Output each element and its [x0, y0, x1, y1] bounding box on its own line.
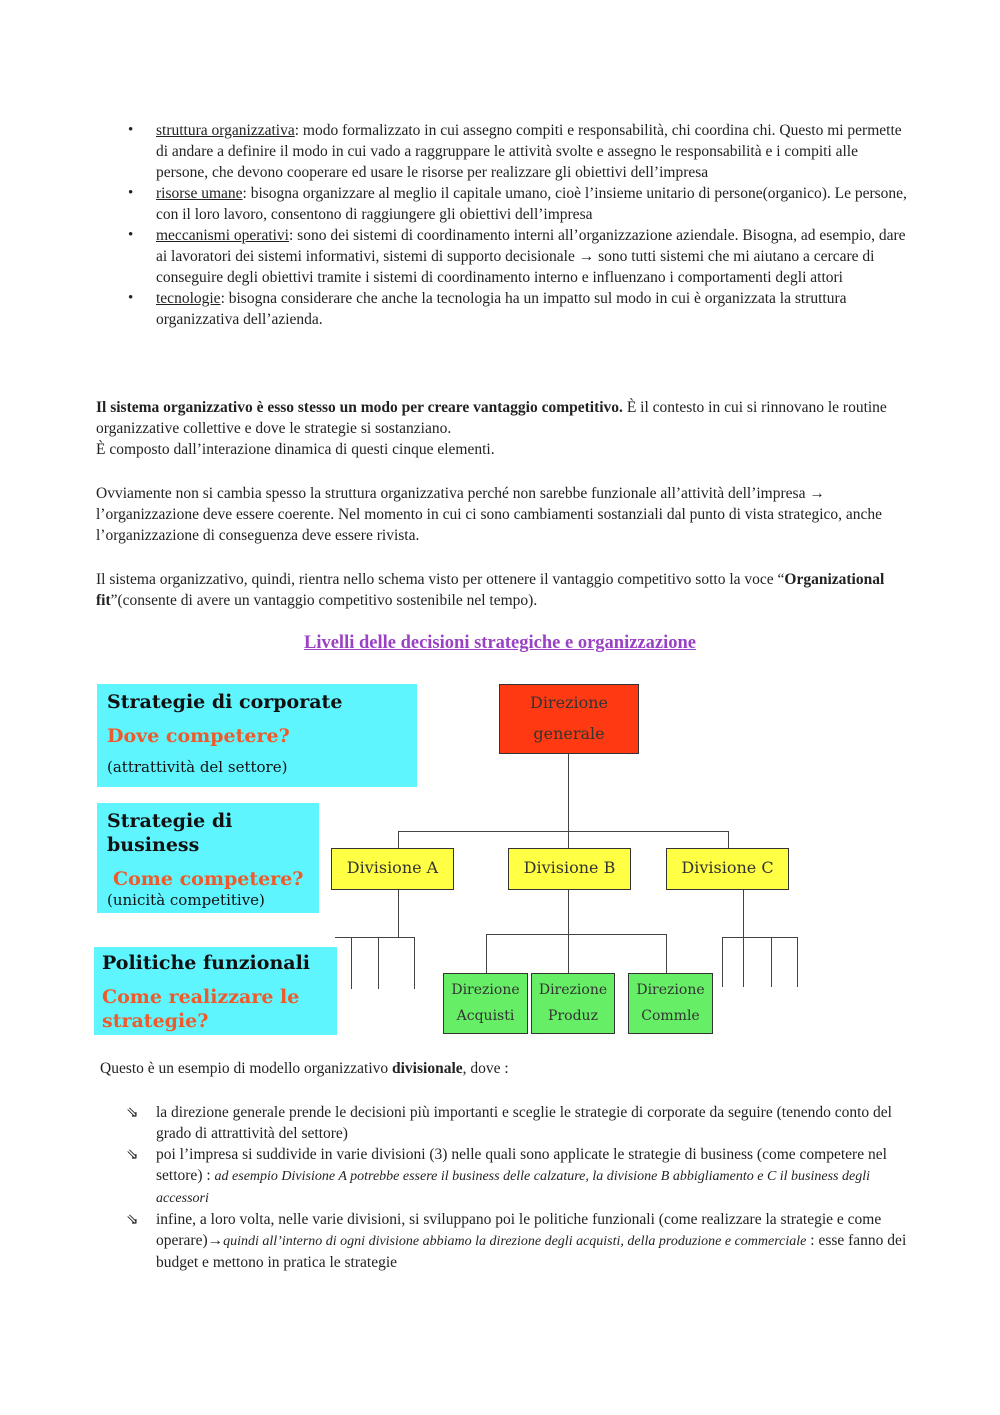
connector-line: [743, 937, 744, 987]
explanation-list: [96, 1102, 911, 1273]
paragraph-text: ”(consente di avere un vantaggio competitivo sostenibile nel tempo).: [110, 592, 538, 609]
list-item: [96, 1144, 911, 1209]
term: meccanismi operativi: [156, 227, 289, 244]
paragraph-ovviamente: Ovviamente non si cambia spesso la struttura organizzativa perché non sarebbe funzionale all’attività dell’impresa → l’organizzazione deve essere coerente. Nel momento in cui ci sono cambiamenti sostanziali dal punto di vista strategico, anche l’organizzazione di conseguenza deve essere rivista.: [96, 485, 883, 544]
paragraph-text: Questo è un esempio di modello organizzativo: [100, 1060, 392, 1077]
general-management-box: [499, 684, 639, 754]
box-label: Direzione: [529, 693, 608, 712]
connector-line: [398, 831, 729, 832]
bullet-icon: •: [128, 122, 134, 138]
corporate-strategy-panel: [97, 684, 417, 787]
panel-heading: Strategie di corporate: [107, 691, 343, 713]
list-item: [96, 120, 911, 183]
arrow-icon: ⇘: [126, 1145, 139, 1163]
bold-text: Organizational fit: [96, 571, 885, 609]
box-label: Direzione: [538, 982, 608, 998]
connector-line: [722, 937, 723, 987]
connector-line: [414, 937, 415, 989]
production-box: [531, 973, 615, 1034]
bullet-icon: •: [128, 227, 134, 243]
panel-question: Come realizzare le: [102, 986, 300, 1008]
item-text: : bisogna organizzare al meglio il capitale umano, cioè l’insieme unitario di persone(organico). Le persone, con il loro lavoro, consentono di raggiungere gli obiettivi dell’impresa: [156, 185, 907, 223]
box-label: Direzione: [451, 982, 520, 998]
business-strategy-panel: [97, 803, 319, 913]
item-text: infine, a loro volta, nelle varie divisioni, si sviluppano poi le politiche funzionali (come realizzare la strategie e come operare)→: [156, 1211, 882, 1249]
panel-note: (unicità competitive): [107, 891, 265, 909]
term: struttura organizzativa: [156, 122, 295, 139]
panel-question: Come competere?: [113, 868, 304, 890]
panel-note: (attrattività del settore): [107, 758, 288, 776]
box-label: Acquisti: [456, 1008, 515, 1024]
item-text: : sono dei sistemi di coordinamento interni all’organizzazione aziendale. Bisogna, ad esempio, dare ai lavoratori dei sistemi informativi, sistemi di supporto decisionale → sono tutti sistemi che mi aiutano a cercare di conseguire degli obiettivi tramite i sistemi di coordinamento interno e influenzano i comportamenti degli attori: [156, 227, 906, 286]
connector-line: [486, 934, 487, 973]
paragraph-sistema: [96, 397, 911, 460]
panel-heading: business: [107, 834, 200, 856]
connector-line: [486, 934, 666, 935]
item-text: : modo formalizzato in cui assegno compiti e responsabilità, chi coordina chi. Questo mi permette di andare a definire il modo in cui vado a raggruppare le attività svolte e assegno le responsabilità e i compiti alle persone, che devono cooperare ed usare le risorse per realizzare gli obiettivi dell’impresa: [156, 122, 902, 181]
connector-line: [378, 937, 379, 989]
paragraph-text: Il sistema organizzativo, quindi, rientra nello schema visto per ottenere il vantaggio competitivo sotto la voce “: [96, 571, 785, 588]
purchasing-box: [443, 973, 528, 1034]
arrow-icon: ⇘: [126, 1210, 139, 1228]
bold-text: Il sistema organizzativo è esso stesso un modo per creare vantaggio competitivo.: [96, 399, 623, 416]
section-title: Livelli delle decisioni strategiche e organizzazione: [303, 633, 696, 653]
term: risorse umane: [156, 185, 243, 202]
connector-line: [771, 937, 772, 987]
term: tecnologie: [156, 290, 221, 307]
connector-line: [568, 753, 569, 832]
paragraph-fit: [96, 569, 911, 611]
box-label: Commle: [641, 1008, 700, 1024]
paragraph-text: È il contesto in cui si rinnovano le routine organizzative collettive e dove le strategie si sostanziano.: [96, 399, 887, 437]
list-item: [96, 1209, 911, 1273]
connector-line: [728, 831, 729, 848]
item-text: : bisogna considerare che anche la tecnologia ha un impatto sul modo in cui è organizzata la struttura organizzativa dell’azienda.: [156, 290, 847, 328]
arrow-icon: ⇘: [126, 1103, 139, 1121]
connector-line: [722, 937, 798, 938]
connector-line: [743, 889, 744, 938]
list-item: [96, 183, 911, 225]
paragraph-text: , dove :: [462, 1060, 509, 1077]
panel-question: Dove competere?: [107, 725, 290, 747]
connector-line: [398, 831, 399, 848]
item-text: : esse fanno dei budget e mettono in pratica le strategie: [156, 1232, 907, 1271]
bullet-icon: •: [128, 290, 134, 306]
box-label: Produz: [548, 1008, 598, 1024]
box-label: Direzione: [636, 982, 705, 998]
connector-line: [797, 937, 798, 987]
division-b-box: Divisione B: [508, 848, 631, 890]
connector-line: [666, 934, 667, 973]
connector-line: [335, 937, 415, 938]
example-sentence: [100, 1058, 915, 1079]
connector-line: [351, 937, 352, 989]
connector-line: [568, 831, 569, 848]
panel-heading: Politiche funzionali: [102, 952, 311, 974]
italic-text: quindi all’interno di ogni divisione abbiamo la direzione degli acquisti, della produzione e commerciale: [223, 1234, 807, 1249]
panel-heading: Strategie di: [107, 810, 233, 832]
connector-line: [568, 934, 569, 973]
list-item: [96, 1102, 911, 1144]
division-c-box: Divisione C: [666, 848, 789, 890]
connector-line: [568, 889, 569, 935]
connector-line: [398, 889, 399, 938]
org-diagram: [0, 675, 1000, 1040]
list-item: [96, 225, 911, 288]
division-a-box: Divisione A: [331, 848, 454, 890]
commercial-box: [628, 973, 713, 1034]
panel-question: strategie?: [102, 1010, 209, 1032]
functional-policies-panel: [94, 947, 337, 1035]
list-item: [96, 288, 911, 330]
bold-text: divisionale: [392, 1060, 463, 1077]
box-label: generale: [533, 724, 605, 743]
elements-list: [96, 120, 911, 330]
bullet-icon: •: [128, 185, 134, 201]
italic-text: ad esempio Divisione A potrebbe essere il business delle calzature, la divisione B abbigliamento e C il business degli accessori: [156, 1169, 870, 1206]
paragraph-text: È composto dall’interazione dinamica di questi cinque elementi.: [96, 441, 495, 458]
item-text: la direzione generale prende le decisioni più importanti e sceglie le strategie di corporate da seguire (tenendo conto del grado di attrattività del settore): [156, 1104, 892, 1142]
item-text: poi l’impresa si suddivide in varie divisioni (3) nelle quali sono applicate le strategie di business (come competere nel settore) :: [156, 1146, 887, 1184]
